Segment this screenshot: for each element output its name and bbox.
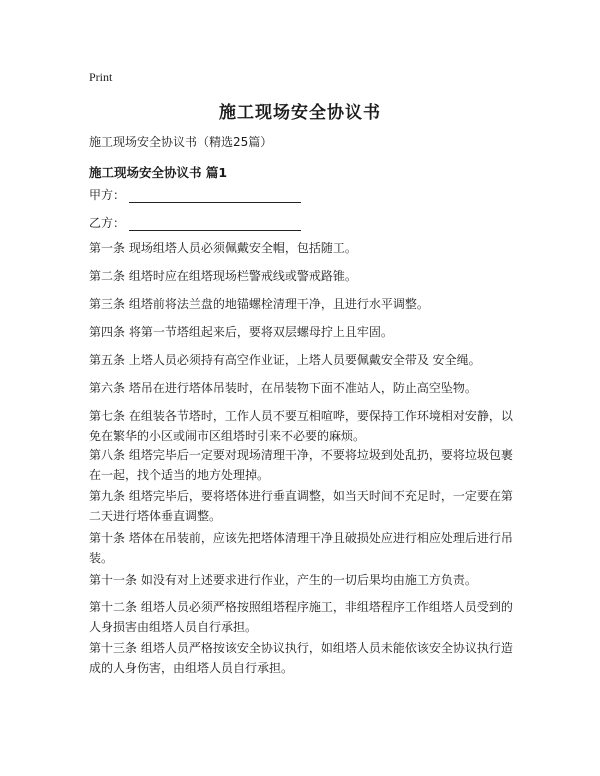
clause-9: 第九条 组塔完毕后，要将塔体进行垂直调整，如当天时间不充足时，一定要在第二天进行塔体垂直调整。: [89, 489, 513, 523]
clause-7: 第七条 在组装各节塔时，工作人员不要互相喧哗，要保持工作环境相对安静，以免在繁华的小区或闹市区组塔时引来不必要的麻烦。: [89, 409, 513, 443]
clause-10: 第十条 塔体在吊装前，应该先把塔体清理干净且破损处应进行相应处理后进行吊装。: [89, 531, 513, 565]
party-a-blank-line: [129, 189, 301, 203]
party-a-label: 甲方：: [89, 188, 126, 202]
section-heading: 施工现场安全协议书 篇1: [89, 165, 228, 180]
clause-8: 第八条 组塔完毕后一定要对现场清理干净，不要将垃圾到处乱扔，要将垃圾包裹在一起，找个适当的地方处理掉。: [89, 448, 513, 482]
clause-11: 第十一条 如没有对上述要求进行作业，产生的一切后果均由施工方负责。: [89, 573, 477, 587]
clause-13: 第十三条 组塔人员严格按该安全协议执行，如组塔人员未能依该安全协议执行造成的人身伤害，由组塔人员自行承担。: [89, 641, 513, 675]
party-a-row: [89, 186, 301, 203]
document-subtitle: 施工现场安全协议书（精选25篇）: [89, 135, 273, 149]
clause-2: 第二条 组塔时应在组塔现场栏警戒线或警戒路锥。: [89, 269, 357, 283]
print-link[interactable]: Print: [89, 70, 113, 84]
document-title: 施工现场安全协议书: [219, 103, 381, 123]
clause-12: 第十二条 组塔人员必须严格按照组塔程序施工，非组塔程序工作组塔人员受到的人身损害由组塔人员自行承担。: [89, 600, 513, 634]
clause-6: 第六条 塔吊在进行塔体吊装时，在吊装物下面不准站人，防止高空坠物。: [89, 381, 477, 395]
clause-3: 第三条 组塔前将法兰盘的地锚螺栓清理干净，且进行水平调整。: [89, 297, 429, 311]
clause-1: 第一条 现场组塔人员必须佩戴安全帽，包括随工。: [89, 241, 357, 255]
party-b-row: [89, 214, 301, 231]
party-b-label: 乙方：: [89, 216, 126, 230]
clause-5: 第五条 上塔人员必须持有高空作业证，上塔人员要佩戴安全带及 安全绳。: [89, 353, 481, 367]
clause-4: 第四条 将第一节塔组起来后，要将双层螺母拧上且牢固。: [89, 325, 393, 339]
party-b-blank-line: [129, 217, 301, 231]
